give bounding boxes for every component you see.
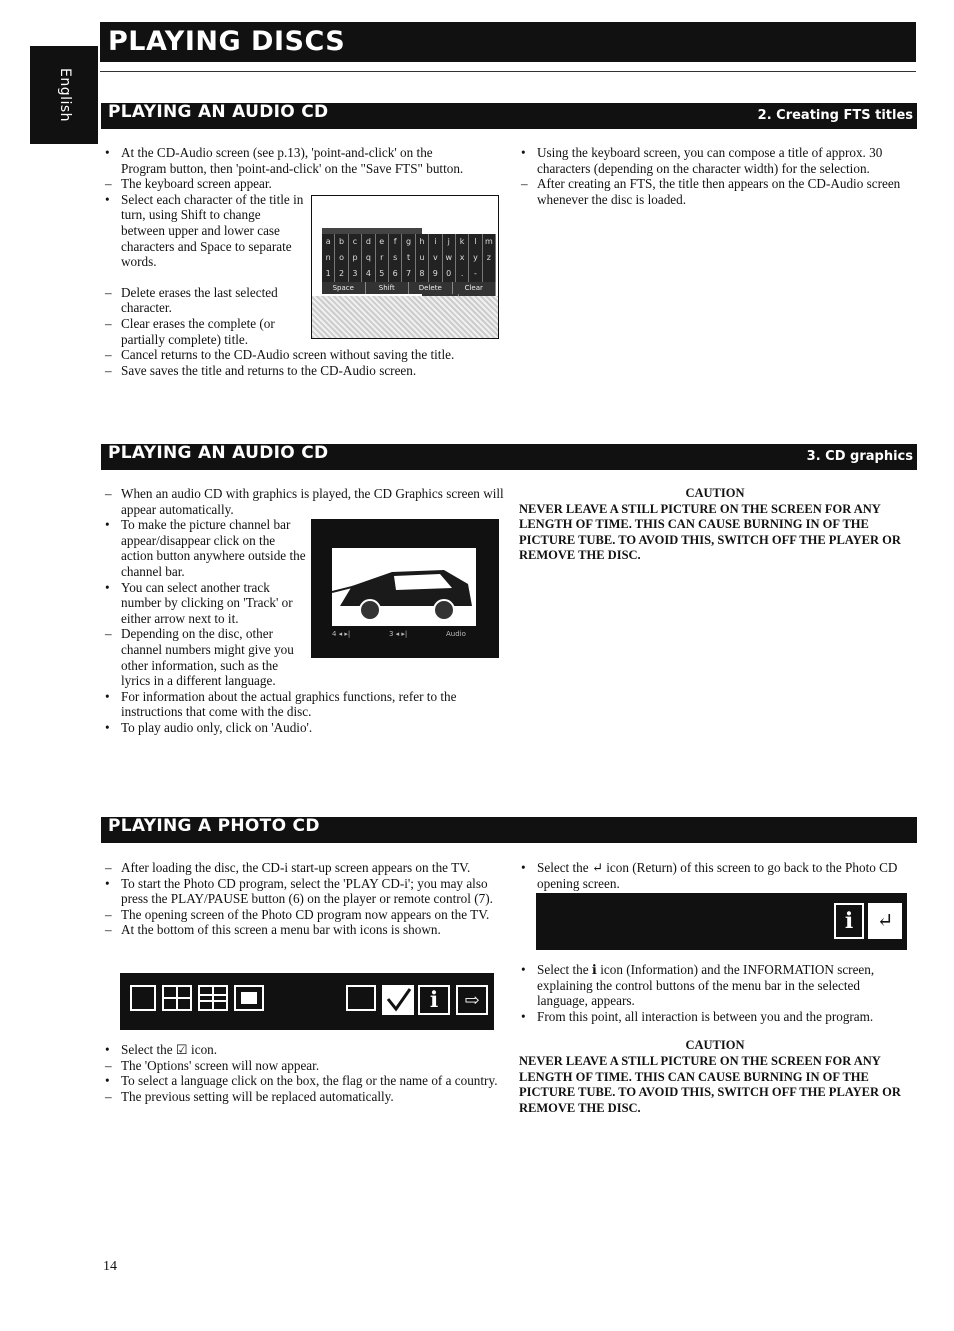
keyboard-key: f bbox=[389, 234, 402, 250]
photo-menu-bar-image bbox=[120, 973, 494, 1030]
list-item: – Delete erases the last selected character. bbox=[105, 284, 278, 316]
track-prev-control[interactable]: 4 ◂ ▸| bbox=[332, 630, 351, 638]
list-item: – Save saves the title and returns to the CD-Audio screen. bbox=[105, 362, 417, 378]
keyboard-key: q bbox=[362, 250, 375, 266]
four-view-icon bbox=[162, 985, 192, 1011]
section-bar-photo-cd bbox=[101, 817, 917, 843]
keyboard-key: r bbox=[376, 250, 389, 266]
keyboard-key: o bbox=[335, 250, 348, 266]
keyboard-key: h bbox=[416, 234, 429, 250]
audio-button[interactable]: Audio bbox=[446, 630, 466, 638]
keyboard-key: w bbox=[443, 250, 456, 266]
keyboard-key: m bbox=[483, 234, 496, 250]
caution-text: NEVER LEAVE A STILL PICTURE ON THE SCREEN FOR ANY LENGTH OF TIME. THIS CAN CAUSE BURNING IN OF THE PICTURE TUBE. TO AVOID THIS, SWITCH OFF THE PLAYER OR REMOVE THE DISC. bbox=[519, 501, 901, 563]
disc-program-icon bbox=[346, 985, 376, 1011]
keyboard-key: j bbox=[443, 234, 456, 250]
car-icon bbox=[332, 548, 476, 626]
caution-title: CAUTION bbox=[685, 486, 745, 500]
keyboard-key: i bbox=[429, 234, 442, 250]
list-item: • At the CD-Audio screen (see p.13), 'point-and-click' on the Program button, then 'point-and-click' on the "Save FTS" button. bbox=[105, 145, 464, 176]
export-arrow-icon: ⇨ bbox=[456, 985, 488, 1015]
keyboard-key: d bbox=[362, 234, 375, 250]
keyboard-key: Delete bbox=[409, 282, 453, 294]
section-heading: PLAYING A PHOTO CD bbox=[108, 816, 320, 836]
keyboard-key: y bbox=[469, 250, 482, 266]
keyboard-key: Clear bbox=[453, 282, 497, 294]
full-screen-icon bbox=[234, 985, 264, 1011]
caution-text: NEVER LEAVE A STILL PICTURE ON THE SCREEN FOR ANY LENGTH OF TIME. THIS CAN CAUSE BURNING IN OF THE PICTURE TUBE. TO AVOID THIS, SWITCH OFF THE PLAYER OR REMOVE THE DISC. bbox=[519, 1053, 901, 1115]
keyboard-key: c bbox=[349, 234, 362, 250]
keyboard-key: 2 bbox=[335, 266, 348, 282]
options-checkbox-icon bbox=[382, 985, 414, 1015]
return-icon: ↵ bbox=[868, 903, 902, 939]
keyboard-key: u bbox=[416, 250, 429, 266]
screen-background-pattern bbox=[312, 296, 498, 338]
keyboard-key: l bbox=[469, 234, 482, 250]
keyboard-key bbox=[483, 266, 496, 282]
language-tab bbox=[30, 46, 98, 144]
keyboard-key: 8 bbox=[416, 266, 429, 282]
keyboard-key: s bbox=[389, 250, 402, 266]
section-subheading: 2. Creating FTS titles bbox=[757, 108, 913, 123]
track-next-control[interactable]: 3 ◂ ▸| bbox=[389, 630, 408, 638]
caution-title: CAUTION bbox=[685, 1038, 745, 1053]
list-item: • Using the keyboard screen, you can compose a title of approx. 30 characters (depending on the character width) for the selection. bbox=[521, 145, 883, 176]
language-tab-label: English bbox=[56, 67, 73, 123]
keyboard-key: - bbox=[469, 266, 482, 282]
list-item: – The opening screen of the Photo CD program now appears on the TV. bbox=[105, 906, 490, 922]
keyboard-key: 0 bbox=[443, 266, 456, 282]
information-icon: ℹ bbox=[834, 903, 864, 939]
channel-bar[interactable] bbox=[332, 628, 476, 640]
fts-right-column bbox=[519, 145, 909, 207]
keyboard-screen-image bbox=[311, 195, 499, 339]
page-title: PLAYING DISCS bbox=[100, 22, 916, 62]
keyboard-key: 7 bbox=[402, 266, 415, 282]
keyboard-key: b bbox=[335, 234, 348, 250]
section-bar-graphics bbox=[101, 444, 917, 470]
list-item: – When an audio CD with graphics is played, the CD Graphics screen will appear automatically. bbox=[105, 486, 504, 517]
keyboard-key: z bbox=[483, 250, 496, 266]
photo-return-screen-image bbox=[536, 893, 907, 950]
list-item: – Cancel returns to the CD-Audio screen without saving the title. bbox=[105, 347, 455, 363]
keyboard-key: Shift bbox=[366, 282, 410, 294]
keyboard-key: 9 bbox=[429, 266, 442, 282]
list-item: • To play audio only, click on 'Audio'. bbox=[105, 719, 313, 735]
list-item: • Select the ℹ icon (Information) and the INFORMATION screen, explaining the control buttons of the menu bar in the selected language, appears. bbox=[521, 962, 875, 1009]
photo-left-column bbox=[103, 860, 505, 938]
list-item: • Select the ↵ icon (Return) of this screen to go back to the Photo CD opening screen. bbox=[521, 860, 898, 891]
list-item: • To make the picture channel bar appear/disappear click on the action button anywhere outside the channel bar. bbox=[105, 517, 306, 579]
keyboard-key: 5 bbox=[376, 266, 389, 282]
keyboard-key: v bbox=[429, 250, 442, 266]
section-heading: PLAYING AN AUDIO CD bbox=[108, 443, 329, 463]
list-item: – At the bottom of this screen a menu bar with icons is shown. bbox=[105, 922, 441, 938]
photo-right-column-lower bbox=[519, 962, 911, 1116]
list-item: • To start the Photo CD program, select the 'PLAY CD-i'; you may also press the PLAY/PAUSE button (6) on the player or remote control (7). bbox=[105, 875, 493, 907]
keyboard-key: p bbox=[349, 250, 362, 266]
keyboard-key: 6 bbox=[389, 266, 402, 282]
keyboard-key: . bbox=[456, 266, 469, 282]
keyboard-key: t bbox=[402, 250, 415, 266]
list-item: • You can select another track number by clicking on 'Track' or either arrow next to it. bbox=[105, 579, 293, 626]
information-icon: ℹ bbox=[418, 985, 450, 1015]
keyboard-key: k bbox=[456, 234, 469, 250]
single-view-icon bbox=[130, 985, 156, 1011]
keyboard-key: n bbox=[322, 250, 335, 266]
list-item: – After creating an FTS, the title then appears on the CD-Audio screen whenever the disc is loaded. bbox=[521, 176, 901, 207]
keyboard-key: 1 bbox=[322, 266, 335, 282]
list-item: • For information about the actual graphics functions, refer to the instructions that come with the disc. bbox=[105, 688, 457, 720]
list-item: – After loading the disc, the CD-i start-up screen appears on the TV. bbox=[105, 860, 471, 875]
keyboard-key: Space bbox=[322, 282, 366, 294]
keyboard-key: 4 bbox=[362, 266, 375, 282]
graphics-caution bbox=[519, 486, 911, 564]
cd-graphics-image bbox=[311, 519, 499, 658]
grid-view-icon bbox=[198, 985, 228, 1011]
section-subheading: 3. CD graphics bbox=[806, 449, 913, 464]
list-item: • From this point, all interaction is between you and the program. bbox=[521, 1008, 874, 1024]
keyboard-key: 3 bbox=[349, 266, 362, 282]
list-item: • Select the ☑ icon. bbox=[105, 1042, 218, 1057]
car-picture bbox=[332, 548, 476, 626]
list-item: – Clear erases the complete (or partially complete) title. bbox=[105, 315, 275, 347]
list-item: – The previous setting will be replaced automatically. bbox=[105, 1088, 394, 1104]
photo-right-column bbox=[519, 860, 911, 891]
list-item: – The keyboard screen appear. bbox=[105, 176, 272, 192]
list-item: • To select a language click on the box, the flag or the name of a country. bbox=[105, 1073, 498, 1089]
list-item: – Depending on the disc, other channel numbers might give you other information, such as the lyrics in a different language. bbox=[105, 626, 294, 689]
title-rule bbox=[100, 71, 916, 72]
keyboard-key: a bbox=[322, 234, 335, 250]
section-heading: PLAYING AN AUDIO CD bbox=[108, 102, 329, 122]
page-number: 14 bbox=[103, 1259, 117, 1274]
list-item: – The 'Options' screen will now appear. bbox=[105, 1057, 320, 1073]
section-bar-fts bbox=[101, 103, 917, 129]
keyboard-key: x bbox=[456, 250, 469, 266]
keyboard-key: g bbox=[402, 234, 415, 250]
photo-left-column-lower bbox=[103, 1042, 505, 1104]
keyboard-key: e bbox=[376, 234, 389, 250]
list-item: • Select each character of the title in turn, using Shift to change between upper and lower case characters and Space to separate words. bbox=[105, 191, 304, 270]
